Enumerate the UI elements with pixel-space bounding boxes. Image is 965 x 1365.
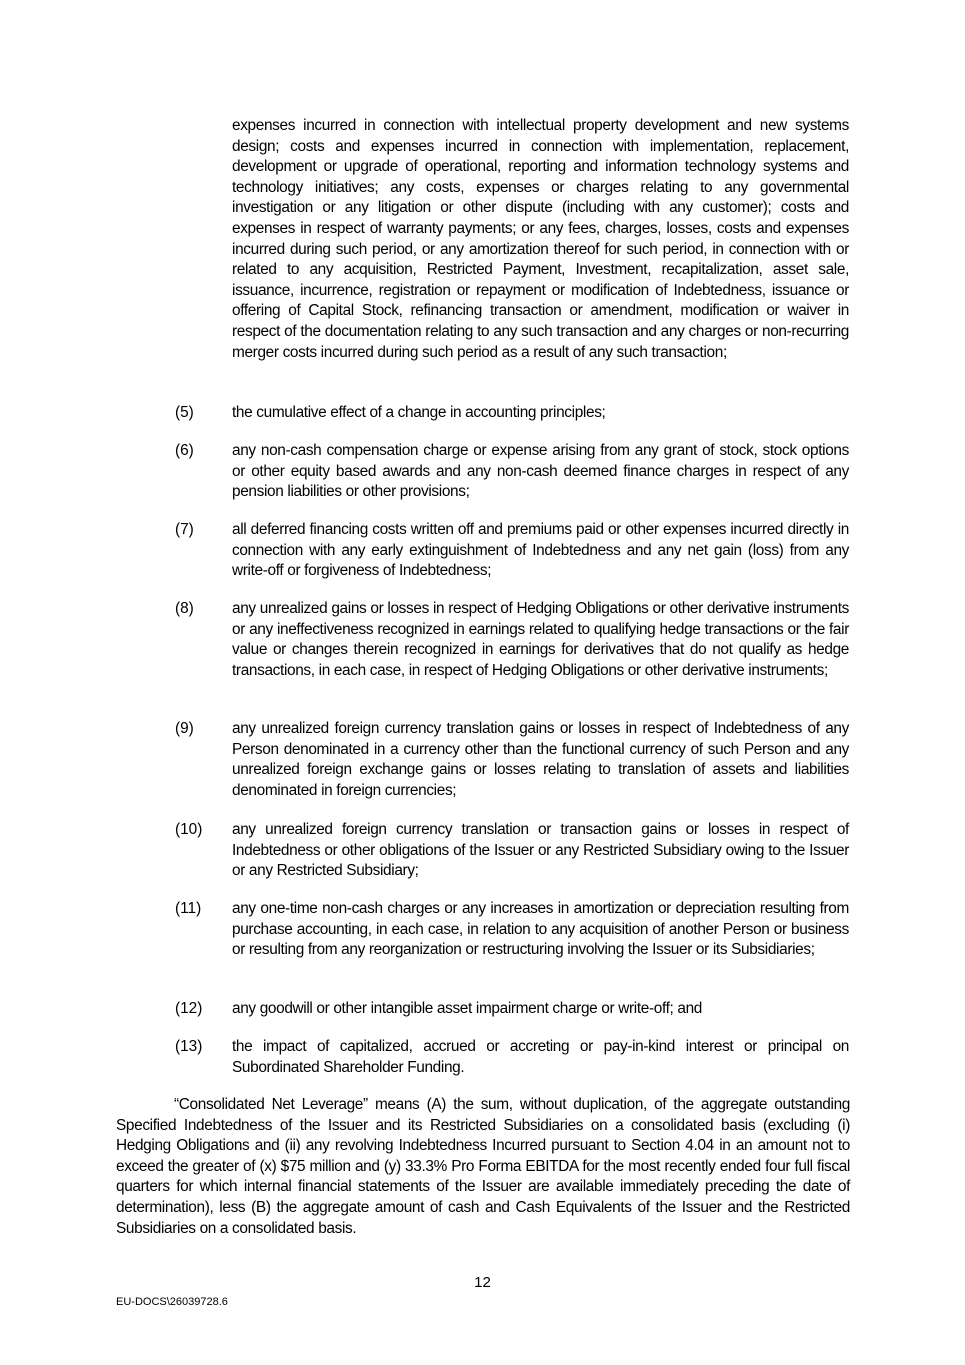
list-item-number: (10) (175, 821, 203, 838)
list-item-number: (11) (175, 900, 202, 917)
page-number: 12 (474, 1274, 491, 1291)
list-item-number: (8) (175, 600, 194, 617)
list-item-text: any unrealized foreign currency translation or transaction gains or losses in respect of Indebtedness or other obligations of the Issuer or any Restricted Subsidiary owing to the Issuer or any Restricted Subsidiary; (232, 821, 849, 880)
list-item-number: (6) (175, 442, 194, 459)
definition-paragraph: “Consolidated Net Leverage” means (A) the sum, without duplication, of the aggregate outstanding Specified Indebtedness of the Issuer and its Restricted Subsidiaries on a consolidated basis (excluding (i) Hedging Obligations and (ii) any revolving Indebtedness Incurred pursuant to Section 4.04 in an amount not to exceed the greater of (x) $75 million and (y) 33.3% Pro Forma EBITDA for the most recently ended four full fiscal quarters for which internal financial statements of the Issuer are available immediately preceding the date of determination), less (B) the aggregate amount of cash and Cash Equivalents of the Issuer and the Restricted Subsidiaries on a consolidated basis. (116, 1096, 850, 1237)
list-item-number: (9) (175, 720, 194, 737)
list-item-number: (13) (175, 1038, 203, 1055)
list-item-text: all deferred financing costs written off and premiums paid or other expenses incurred directly in connection with any early extinguishment of Indebtedness and any net gain (loss) from any write-off or forgiveness of Indebtedness; (232, 521, 849, 580)
list-item-text: the impact of capitalized, accrued or accreting or pay-in-kind interest or principal on Subordinated Shareholder Funding. (232, 1038, 849, 1076)
list-item-number: (12) (175, 1000, 203, 1017)
list-item-text: any unrealized gains or losses in respect of Hedging Obligations or other derivative instruments or any ineffectiveness recognized in earnings related to qualifying hedge transactions or the fair value or changes therein recognized in earnings for derivatives that do not qualify as hedge transactions, in each case, in respect of Hedging Obligations or other derivative instruments; (232, 600, 849, 679)
list-item-text: the cumulative effect of a change in accounting principles; (232, 404, 606, 421)
list-item-text: any one-time non-cash charges or any increases in amortization or depreciation resulting from purchase accounting, in each case, in relation to any acquisition of another Person or business or resulting from any reorganization or restructuring involving the Issuer or its Subsidiaries; (232, 900, 849, 959)
document-reference: EU-DOCS\26039728.6 (116, 1296, 228, 1308)
list-item-number: (5) (175, 404, 194, 421)
list-item-text: any goodwill or other intangible asset impairment charge or write-off; and (232, 1000, 702, 1017)
list-item-number: (7) (175, 521, 194, 538)
continuation-paragraph: expenses incurred in connection with intellectual property development and new systems design; costs and expenses incurred in connection with implementation, replacement, development or upgrade of operational, reporting and information technology systems and technology initiatives; any costs, expenses or charges relating to any governmental investigation or any litigation or other dispute (including with any customer); costs and expenses in respect of warranty payments; or any fees, charges, losses, costs and expenses incurred during such period, or any amortization thereof for such period, in connection with or related to any acquisition, Restricted Payment, Investment, recapitalization, asset sale, issuance, incurrence, registration or repayment or modification of Indebtedness, issuance or offering of Capital Stock, refinancing transaction or amendment, modification or waiver in respect of the documentation relating to any such transaction and any charges or non-recurring merger costs incurred during such period as a result of any such transaction; (232, 117, 849, 361)
list-item-text: any unrealized foreign currency translation gains or losses in respect of Indebtedness of any Person denominated in a currency other than the functional currency of such Person and any unrealized foreign exchange gains or losses relating to translation of assets and liabilities denominated in foreign currencies; (232, 720, 849, 799)
list-item-text: any non-cash compensation charge or expense arising from any grant of stock, stock options or other equity based awards and any non-cash deemed finance charges in respect of any pension liabilities or other provisions; (232, 442, 849, 501)
